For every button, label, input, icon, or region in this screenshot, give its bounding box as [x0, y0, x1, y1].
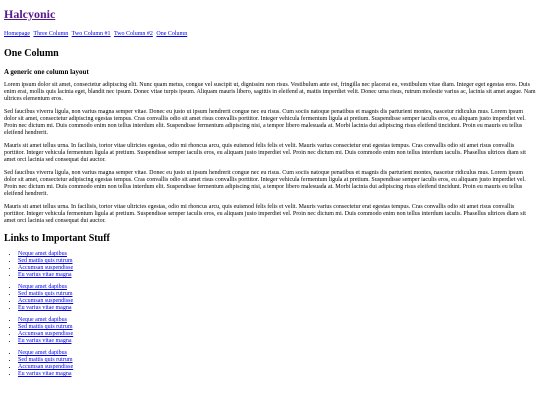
link-sed-mattis-quis-rutrum[interactable]: Sed mattis quis rutrum — [18, 324, 73, 330]
site-title-link[interactable]: Halcyonic — [4, 7, 56, 21]
link-accumsan-suspendisse[interactable]: Accumsan suspendisse — [18, 265, 74, 271]
link-neque-amet-dapibus[interactable]: Neque amet dapibus — [18, 317, 67, 323]
link-accumsan-suspendisse[interactable]: Accumsan suspendisse — [18, 331, 74, 337]
list-item — [18, 305, 536, 312]
link-accumsan-suspendisse[interactable]: Accumsan suspendisse — [18, 364, 74, 370]
nav-item-two-column-1[interactable]: Two Column #1 — [71, 31, 111, 37]
site-nav — [4, 31, 536, 38]
list-item — [18, 350, 536, 357]
list-item — [18, 272, 536, 279]
list-item — [18, 324, 536, 331]
paragraph-4: Sed faucibus viverra ligula, non varius magna semper vitae. Donec eu justo ut ipsum hendrerit congue nec eu risus. Cum sociis natoque penatibus et magnis dis parturient montes, nascetur ridiculus mus. Lorem ipsum dolor sit amet, consectetur adipiscing egestas tempus. Cras convallis odio sit amet risus convallis porttitor. Integer vehicula fermentum ligula at pretium. Suspendisse semper iaculis eros, eu aliquam justo imperdiet vel. Proin nec dictum mi. Duis commodo enim non tellus interdum elit. Suspendisse fermentum adipiscing nisi, a tempor libero malesuada at. Morbi lacinia dui adipiscing risus eleifend tincidunt. Proin eu mauris eu tellus eleifend hendrerit. — [4, 170, 526, 197]
list-item — [18, 357, 536, 364]
list-item — [18, 265, 536, 272]
link-list-3 — [4, 317, 536, 345]
list-item — [18, 258, 536, 265]
paragraph-5: Mauris sit amet tellus urna. In facilisis, tortor vitae ultricies egestas, odio mi rhoncus arcu, quis euismod felis felis et velit. Mauris varius consectetur erat egestas tempus. Cras convallis odio sit amet risus convallis porttitor. Integer vehicula fermentum ligula at pretium. Suspendisse semper iaculis eros, eu aliquam justo imperdiet vel. Proin nec dictum mi. Duis commodo enim non tellus interdum iaculis. Phasellus ultrices diam sit amet orci lacinia sed consequat dui auctor. — [4, 204, 526, 224]
nav-item-three-column[interactable]: Three Column — [33, 31, 69, 37]
link-eu-varius-vitae-magna[interactable]: Eu varius vitae magna — [18, 272, 72, 278]
link-list-4 — [4, 350, 536, 378]
link-sed-mattis-quis-rutrum[interactable]: Sed mattis quis rutrum — [18, 357, 73, 363]
link-sed-mattis-quis-rutrum[interactable]: Sed mattis quis rutrum — [18, 291, 73, 297]
link-neque-amet-dapibus[interactable]: Neque amet dapibus — [18, 350, 67, 356]
link-eu-varius-vitae-magna[interactable]: Eu varius vitae magna — [18, 338, 72, 344]
list-item — [18, 364, 536, 371]
link-neque-amet-dapibus[interactable]: Neque amet dapibus — [18, 251, 67, 257]
link-neque-amet-dapibus[interactable]: Neque amet dapibus — [18, 284, 67, 290]
link-eu-varius-vitae-magna[interactable]: Eu varius vitae magna — [18, 371, 72, 377]
list-item — [18, 251, 536, 258]
link-sed-mattis-quis-rutrum[interactable]: Sed mattis quis rutrum — [18, 258, 73, 264]
link-list-2 — [4, 284, 536, 312]
list-item — [18, 284, 536, 291]
list-item — [18, 291, 536, 298]
list-item — [18, 298, 536, 305]
paragraph-1: Lorem ipsum dolor sit amet, consectetur adipiscing elit. Nunc quam metus, congue vel suscipit ut, dignissim non risus. Vestibulum ante est, fringilla nec placerat eu, vestibulum vitae diam. Integer eget egestas eros. Duis enim erat, mollis quis lacinia eget, blandit nec ipsum. Donec vitae turpis ipsum. Aliquam mauris libero, sagittis in eleifend at, mattis imperdiet velit. Donec urna risus, rutrum molestie varius ac, lacinia sit amet augue. Nam ultrices elementum eros. — [4, 82, 536, 102]
paragraph-2: Sed faucibus viverra ligula, non varius magna semper vitae. Donec eu justo ut ipsum hendrerit congue nec eu risus. Cum sociis natoque penatibus et magnis dis parturient montes, nascetur ridiculus mus. Lorem ipsum dolor sit amet, consectetur adipiscing egestas tempus. Cras convallis odio sit amet risus convallis porttitor. Integer vehicula fermentum ligula at pretium. Suspendisse semper iaculis eros, eu aliquam justo imperdiet vel. Proin nec dictum mi. Duis commodo enim non tellus interdum elit. Suspendisse fermentum adipiscing nisi, a tempor libero malesuada at. Morbi lacinia dui adipiscing risus eleifend tincidunt. Proin eu mauris eu tellus eleifend hendrerit. — [4, 109, 526, 136]
list-item — [18, 338, 536, 345]
list-item — [18, 371, 536, 378]
nav-item-two-column-2[interactable]: Two Column #2 — [113, 31, 153, 37]
links-heading: Links to Important Stuff — [4, 233, 110, 244]
site-title — [4, 7, 536, 21]
page-title: One Column — [4, 48, 59, 59]
nav-item-one-column[interactable]: One Column — [156, 31, 188, 37]
paragraph-3: Mauris sit amet tellus urna. In facilisis, tortor vitae ultricies egestas, odio mi rhoncus arcu, quis euismod felis felis et velit. Mauris varius consectetur erat egestas tempus. Cras convallis odio sit amet risus convallis porttitor. Integer vehicula fermentum ligula at pretium. Suspendisse semper iaculis eros, eu aliquam justo imperdiet vel. Proin nec dictum mi. Duis commodo enim non tellus interdum iaculis. Phasellus ultrices diam sit amet orci lacinia sed consequat dui auctor. — [4, 143, 526, 163]
nav-item-homepage[interactable]: Homepage — [4, 31, 30, 37]
list-item — [18, 331, 536, 338]
link-list-1 — [4, 251, 536, 279]
link-accumsan-suspendisse[interactable]: Accumsan suspendisse — [18, 298, 74, 304]
link-eu-varius-vitae-magna[interactable]: Eu varius vitae magna — [18, 305, 72, 311]
page-subtitle: A generic one column layout — [4, 68, 89, 76]
list-item — [18, 317, 536, 324]
